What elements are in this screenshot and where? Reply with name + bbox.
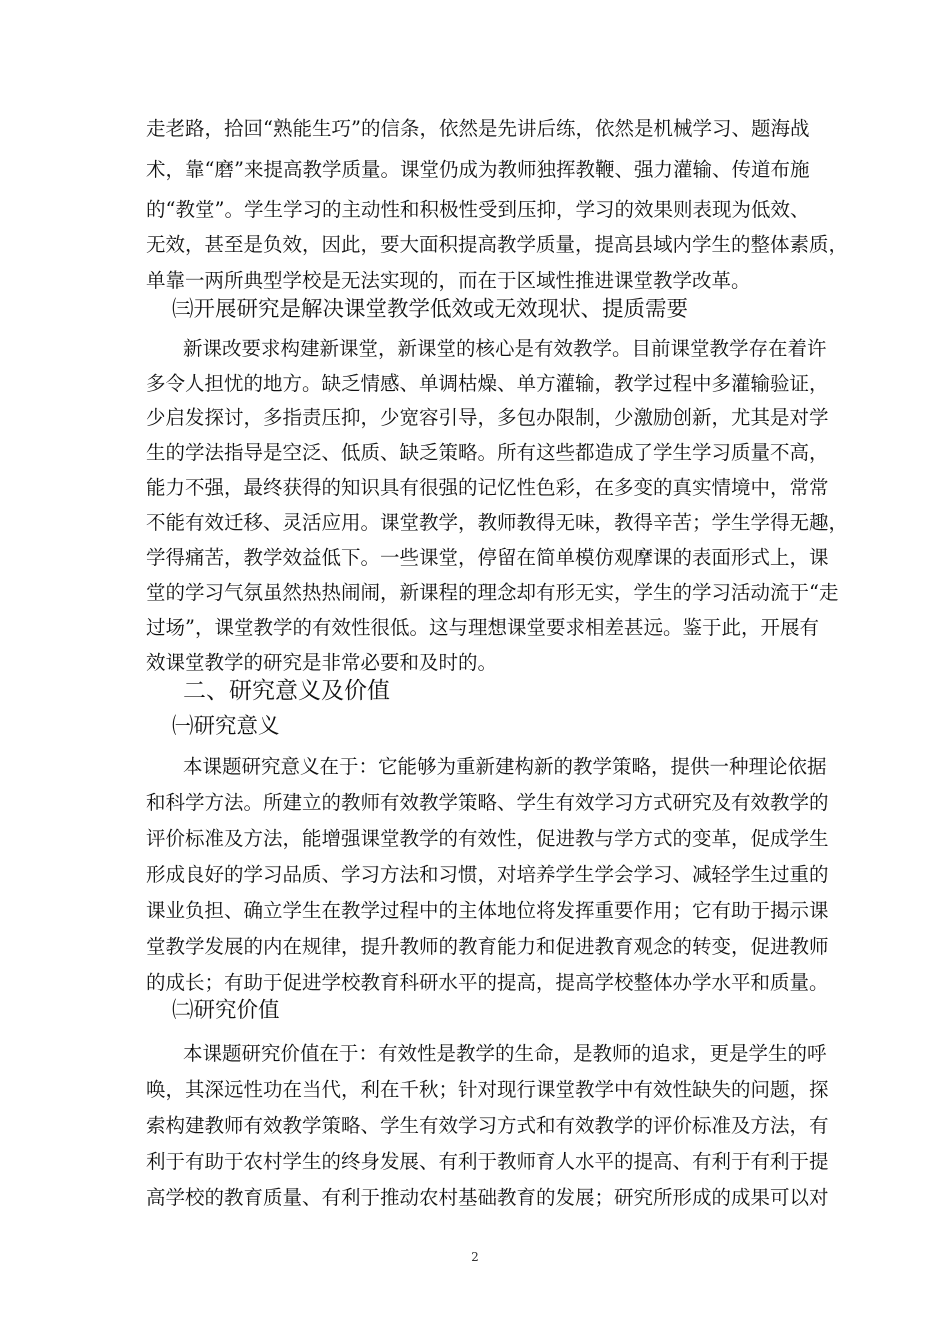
text-line: 走老路，拾回“熟能生巧”的信条，依然是先讲后练，依然是机械学习、题海战: [146, 117, 810, 140]
text-line: 堂的学习气氛虽然热热闹闹，新课程的理念却有形无实，学生的学习活动流于“走: [146, 581, 839, 604]
text-line: 少启发探讨，多指责压抑，少宽容引导，多包办限制，少激励创新，尤其是对学: [146, 406, 829, 429]
text-line: 评价标准及方法，能增强课堂教学的有效性，促进教与学方式的变革，促成学生: [146, 827, 829, 850]
text-line: 课业负担、确立学生在教学过程中的主体地位将发挥重要作用；它有助于揭示课: [146, 899, 829, 922]
text-line: 索构建教师有效教学策略、学生有效学习方式和有效教学的评价标准及方法，有: [146, 1114, 829, 1137]
page-number: 2: [471, 1250, 479, 1264]
text-line: 新课改要求构建新课堂，新课堂的核心是有效教学。目前课堂教学存在着许: [183, 337, 827, 360]
text-line: 形成良好的学习品质、学习方法和习惯，对培养学生学会学习、减轻学生过重的: [146, 863, 829, 886]
text-line: 本课题研究意义在于：它能够为重新建构新的教学策略，提供一种理论依据: [183, 755, 827, 778]
text-line: 的“教堂”。学生学习的主动性和积极性受到压抑，学习的效果则表现为低效、: [146, 198, 810, 221]
text-line: 唤，其深远性功在当代，利在千秋；针对现行课堂教学中有效性缺失的问题，探: [146, 1078, 829, 1101]
text-line: 学得痛苦，教学效益低下。一些课堂，停留在简单模仿观摩课的表面形式上，课: [146, 546, 829, 569]
text-line: 本课题研究价值在于：有效性是教学的生命，是教师的追求，更是学生的呼: [183, 1042, 827, 1065]
text-line: 能力不强，最终获得的知识具有很强的记忆性色彩，在多变的真实情境中，常常: [146, 476, 829, 499]
section-heading-significance: ㈠研究意义: [172, 714, 280, 739]
text-line: 不能有效迁移、灵活应用。课堂教学，教师教得无味，教得辛苦；学生学得无趣，: [146, 511, 849, 534]
text-line: 效课堂教学的研究是非常必要和及时的。: [146, 651, 498, 674]
text-line: 的成长；有助于促进学校教育科研水平的提高，提高学校整体办学水平和质量。: [146, 971, 829, 994]
text-line: 过场”，课堂教学的有效性很低。这与理想课堂要求相差甚远。鉴于此，开展有: [146, 616, 819, 639]
section-heading-value: ㈡研究价值: [172, 998, 280, 1023]
text-line: 多令人担忧的地方。缺乏情感、单调枯燥、单方灌输，教学过程中多灌输验证，: [146, 372, 829, 395]
text-line: 生的学法指导是空泛、低质、缺乏策略。所有这些都造成了学生学习质量不高，: [146, 441, 829, 464]
text-line: 术，靠“磨”来提高教学质量。课堂仍成为教师独挥教鞭、强力灌输、传道布施: [146, 158, 810, 181]
section-heading-main: 二、研究意义及价值: [183, 678, 390, 704]
text-line: 堂教学发展的内在规律，提升教师的教育能力和促进教育观念的转变，促进教师: [146, 935, 829, 958]
text-line: 无效，甚至是负效，因此，要大面积提高教学质量，提高县域内学生的整体素质，: [146, 233, 849, 256]
text-line: 单靠一两所典型学校是无法实现的，而在于区域性推进课堂教学改革。: [146, 269, 751, 292]
section-heading-3: ㈢开展研究是解决课堂教学低效或无效现状、提质需要: [172, 297, 689, 322]
text-line: 和科学方法。所建立的教师有效教学策略、学生有效学习方式研究及有效教学的: [146, 791, 829, 814]
text-line: 利于有助于农村学生的终身发展、有利于教师育人水平的提高、有利于有利于提: [146, 1150, 829, 1173]
text-line: 高学校的教育质量、有利于推动农村基础教育的发展；研究所形成的成果可以对: [146, 1186, 829, 1209]
